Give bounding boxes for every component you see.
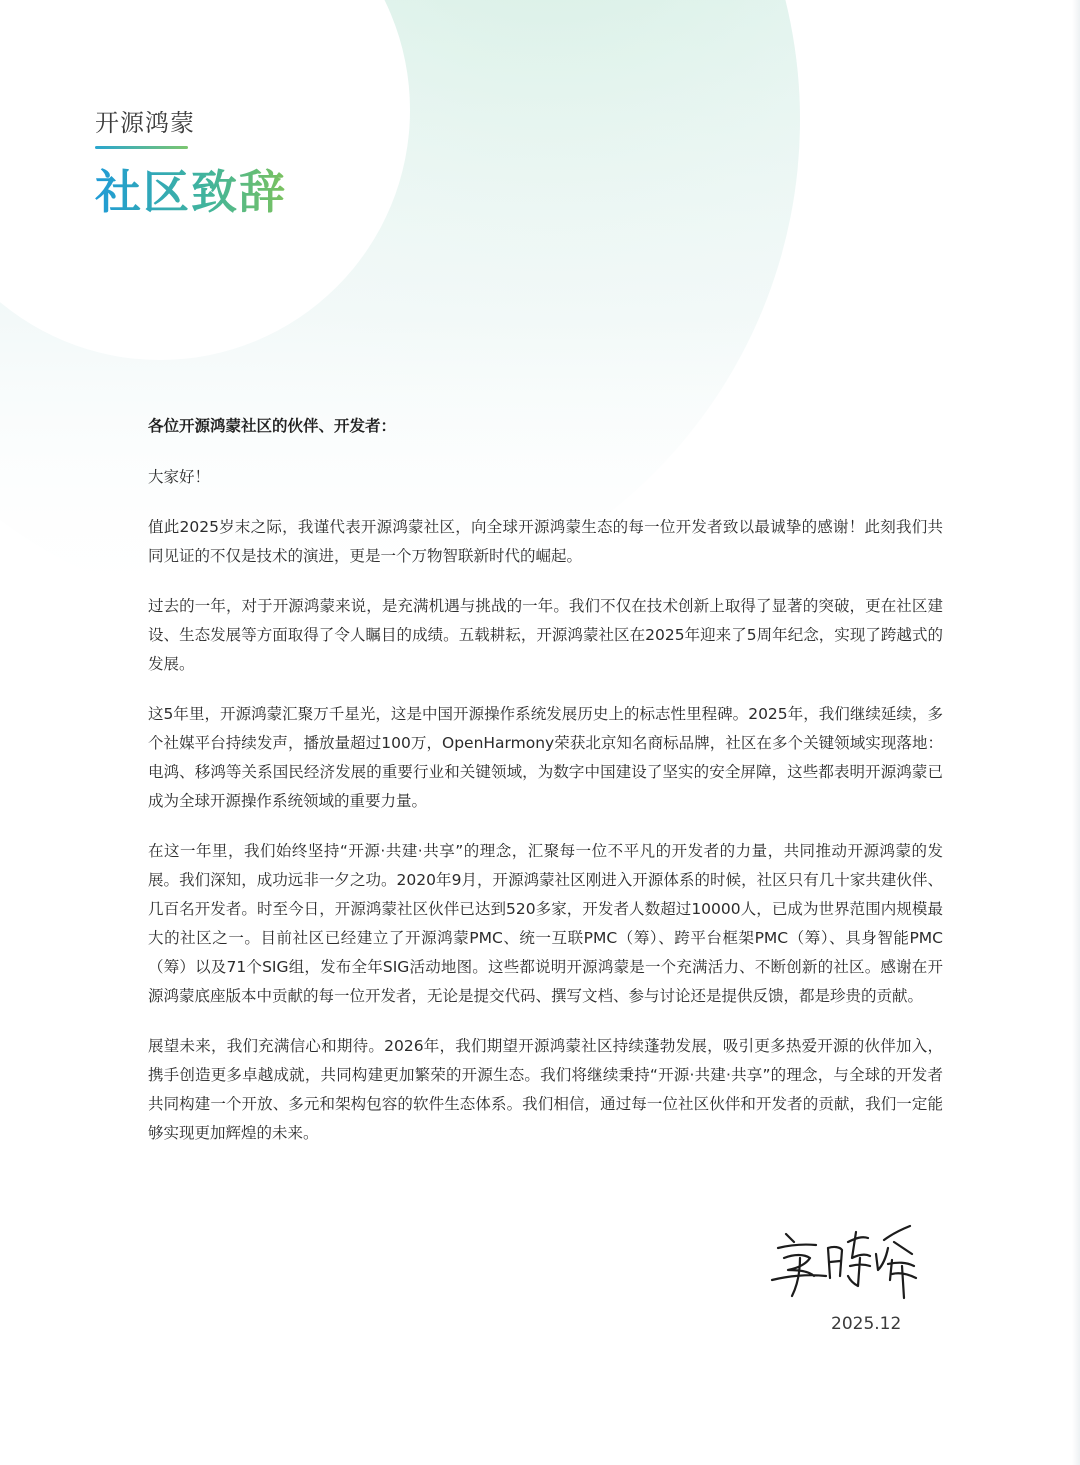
letter-paragraph: 这5年里，开源鸿蒙汇聚万千星光，这是中国开源操作系统发展历史上的标志性里程碑。2025年，我们继续延续，多个社媒平台持续发声，播放量超过100万，OpenHarmony荣获北京知名商标品牌，社区在多个关键领域实现落地：电鸿、移鸿等关系国民经济发展的重要行业和关键领域，为数字中国建设了坚实的安全屏障，这些都表明开源鸿蒙已成为全球开源操作系统领域的重要力量。 xyxy=(148,705,943,810)
letter-paragraph: 在这一年里，我们始终坚持“开源·共建·共享”的理念，汇聚每一位不平凡的开发者的力量，共同推动开源鸿蒙的发展。我们深知，成功远非一夕之功。2020年9月，开源鸿蒙社区刚进入开源体系的时候，社区只有几十家共建伙伴、几百名开发者。时至今日，开源鸿蒙社区伙伴已达到520多家，开发者人数超过10000人，已成为世界范围内规模最大的社区之一。目前社区已经建立了开源鸿蒙PMC、统一互联PMC（筹）、跨平台框架PMC（筹）、具身智能PMC（筹）以及71个SIG组，发布全年SIG活动地图。这些都说明开源鸿蒙是一个充满活力、不断创新的社区。感谢在开源鸿蒙底座版本中贡献的每一位开发者，无论是提交代码、撰写文档、参与讨论还是提供反馈，都是珍贵的贡献。 xyxy=(148,842,943,1005)
letter-paragraph: 展望未来，我们充满信心和期待。2026年，我们期望开源鸿蒙社区持续蓬勃发展，吸引更多热爱开源的伙伴加入，携手创造更多卓越成就，共同构建更加繁荣的开源生态。我们将继续秉持“开源·共建·共享”的理念，与全球的开发者共同构建一个开放、多元和架构包容的软件生态体系。我们相信，通过每一位社区伙伴和开发者的贡献，我们一定能够实现更加辉煌的未来。 xyxy=(148,1037,943,1142)
handwritten-signature xyxy=(764,1214,924,1304)
page-edge-strip xyxy=(1072,0,1080,1465)
salutation: 各位开源鸿蒙社区的伙伴、开发者： xyxy=(148,417,397,435)
letter-body xyxy=(148,412,943,1169)
brand-name: 开源鸿蒙 xyxy=(95,109,195,137)
letter-date: 2025.12 xyxy=(831,1314,902,1334)
page-title: 社区致辞 xyxy=(95,161,287,223)
brand-underline xyxy=(95,146,188,149)
header xyxy=(95,106,287,223)
letter-paragraph: 值此2025岁末之际，我谨代表开源鸿蒙社区，向全球开源鸿蒙生态的每一位开发者致以最诚挚的感谢！此刻我们共同见证的不仅是技术的演进，更是一个万物智联新时代的崛起。 xyxy=(148,518,943,565)
greeting-paragraph: 大家好！ xyxy=(148,468,211,486)
letter-paragraph: 过去的一年，对于开源鸿蒙来说，是充满机遇与挑战的一年。我们不仅在技术创新上取得了显著的突破，更在社区建设、生态发展等方面取得了令人瞩目的成绩。五载耕耘，开源鸿蒙社区在2025年迎来了5周年纪念，实现了跨越式的发展。 xyxy=(148,597,943,673)
